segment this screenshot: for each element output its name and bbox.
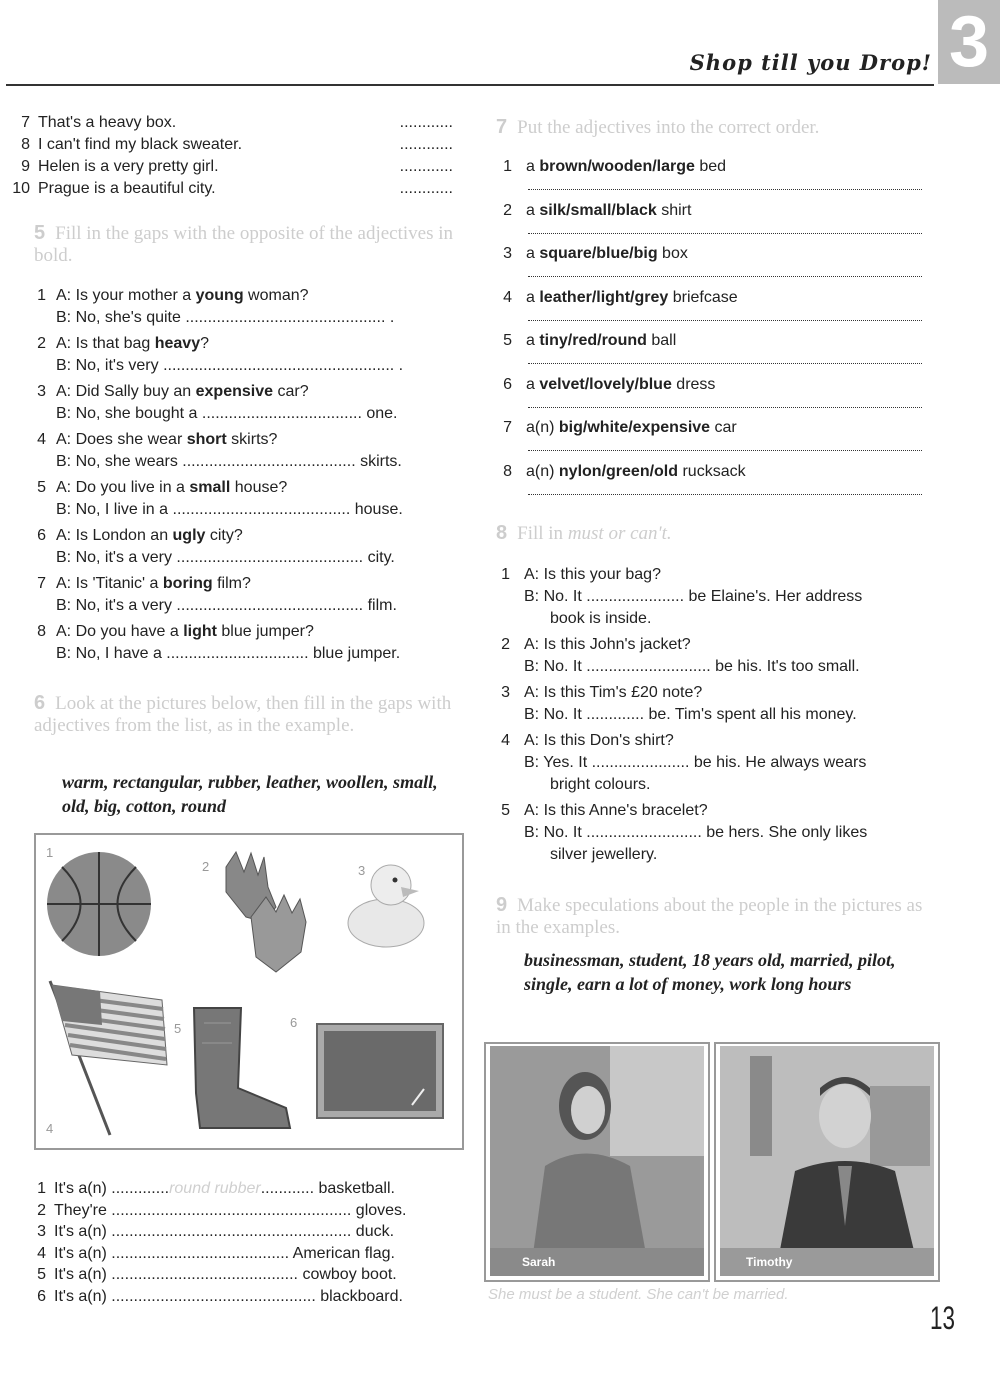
question-text: A: Do you have a [56, 623, 184, 640]
ordering-item [498, 374, 928, 418]
phrase-noun: box [657, 245, 688, 262]
sentence-end: blackboard. [315, 1287, 403, 1305]
sentence-end: cowboy boot. [298, 1266, 397, 1283]
photo-caption: Timothy [746, 1255, 793, 1269]
phrase-line [498, 243, 928, 264]
sarah-photo-image [490, 1046, 704, 1276]
ordering-item [498, 243, 928, 287]
bold-adjective: light [183, 623, 217, 640]
bold-adjective: boring [162, 575, 213, 592]
exercise-instruction: Fill in the gaps with the opposite of the adjectives in bold. [34, 223, 454, 266]
sentence-row [8, 112, 453, 134]
phrase-start: a [526, 201, 540, 219]
blackboard-picture [316, 1023, 444, 1119]
question-line [30, 621, 470, 643]
question-text: A: Do you live in a [56, 479, 190, 496]
phrase-line [498, 200, 928, 221]
answer-line[interactable] [528, 407, 922, 408]
item-number: 8 [503, 462, 512, 480]
phrase-line [498, 156, 928, 177]
item-number: 6 [37, 527, 46, 544]
phrase-noun: rucksack [678, 462, 746, 480]
question-text: house? [230, 479, 288, 496]
sentence-text: Helen is a very pretty girl. [38, 158, 219, 175]
answer-line[interactable] [30, 355, 470, 377]
picture-number: 2 [202, 859, 210, 874]
exercise-7-items [498, 156, 928, 504]
dialogue-item [498, 682, 938, 726]
exercise-8-heading [496, 522, 936, 545]
phrase-noun: shirt [656, 201, 692, 219]
answer-continuation [498, 774, 938, 796]
answer-line[interactable] [498, 656, 938, 678]
answer-text[interactable]: B: No. It ............................ be his. It's too small. [524, 658, 860, 675]
question-line [498, 634, 938, 656]
photo-timothy [714, 1042, 940, 1282]
item-number: 3 [501, 684, 510, 701]
exercise-9-example: She must be a student. She can't be married. [488, 1286, 789, 1303]
exercise-5-items [30, 285, 470, 669]
item-number: 4 [503, 288, 512, 306]
answer-text[interactable]: B: No, I live in a ........................................ house. [56, 501, 403, 518]
item-number: 8 [21, 136, 30, 153]
answer-line[interactable] [528, 494, 922, 495]
exercise-6-heading [34, 692, 454, 737]
sentence-row [30, 1243, 462, 1265]
chapter-title: Shop till you Drop! [689, 50, 932, 75]
answer-line[interactable] [30, 451, 470, 473]
adjective-list: brown/wooden/large [539, 158, 695, 175]
example-answer: round rubber [169, 1180, 261, 1197]
adjective-list: big/white/expensive [558, 419, 711, 436]
sentence-start[interactable]: It's a(n) ............. [54, 1180, 170, 1197]
dialogue-item [30, 333, 470, 377]
ordering-item [498, 156, 928, 200]
question-line [30, 477, 470, 499]
item-number: 2 [501, 636, 510, 653]
exercise-9-heading [496, 894, 936, 939]
answer-line[interactable] [498, 586, 938, 608]
picture-number: 4 [46, 1121, 54, 1136]
question-line [498, 682, 938, 704]
exercise-instruction: Put the adjectives into the correct order. [517, 117, 820, 138]
answer-line[interactable] [30, 643, 470, 665]
photo-caption: Sarah [522, 1255, 556, 1269]
item-number: 1 [501, 566, 510, 583]
ordering-item [498, 200, 928, 244]
answer-text: book is inside. [550, 610, 652, 627]
item-number: 4 [501, 732, 510, 749]
dialogue-item [30, 621, 470, 665]
bold-adjective: young [195, 287, 244, 304]
item-number: 3 [37, 383, 46, 400]
item-number: 5 [503, 332, 512, 349]
adjective-list: nylon/green/old [558, 462, 679, 480]
answer-blank[interactable]: ............ [399, 136, 453, 153]
dialogue-item [498, 634, 938, 678]
question-line [498, 564, 938, 586]
answer-line[interactable] [528, 233, 922, 234]
dialogue-item [498, 564, 938, 630]
question-text: A: Is this John's jacket? [524, 636, 691, 653]
exercise-number: 8 [496, 522, 508, 544]
answer-line[interactable] [528, 320, 922, 321]
dialogue-item [30, 477, 470, 521]
sentence-text: I can't find my black sweater. [38, 136, 243, 153]
dialogue-item [30, 429, 470, 473]
item-number: 5 [501, 802, 510, 819]
answer-line[interactable] [30, 547, 470, 569]
adjective-list: square/blue/big [539, 245, 658, 262]
item-number: 7 [503, 419, 512, 436]
answer-line[interactable] [30, 307, 470, 329]
item-number: 9 [21, 158, 30, 175]
phrase-start: a [526, 158, 540, 175]
sentence-end: gloves. [351, 1201, 407, 1219]
basketball-picture [44, 849, 154, 959]
sentence-row [30, 1178, 462, 1200]
answer-line[interactable] [30, 403, 470, 425]
question-text: skirts? [226, 431, 278, 448]
phrase-noun: dress [671, 375, 716, 393]
item-number: 7 [21, 114, 30, 131]
item-number: 1 [503, 158, 512, 175]
answer-text[interactable]: B: No, she bought a .................................... one. [56, 405, 398, 422]
answer-text[interactable]: B: No, it's a very .......................................... film. [56, 597, 397, 614]
answer-text[interactable]: B: No, it's a very .......................................... city. [56, 549, 395, 566]
answer-continuation [498, 608, 938, 630]
answer-line[interactable] [30, 499, 470, 521]
timothy-photo-image [720, 1046, 934, 1276]
item-number: 6 [37, 1287, 46, 1305]
question-line [30, 333, 470, 355]
phrase-line [498, 374, 928, 395]
sentence-start[interactable]: It's a(n) ........................................ [54, 1244, 290, 1262]
dialogue-item [498, 800, 938, 866]
question-text: A: Is this Anne's bracelet? [524, 802, 708, 819]
answer-text[interactable]: B: No. It .......................... be hers. She only likes [524, 824, 868, 841]
adjective-list: velvet/lovely/blue [539, 375, 672, 393]
adjective-list: tiny/red/round [539, 332, 647, 349]
exercise-number: 7 [496, 116, 508, 138]
question-text: ? [200, 335, 210, 352]
question-line [30, 525, 470, 547]
bold-adjective: ugly [172, 527, 206, 544]
phrase-start: a(n) [526, 462, 559, 480]
question-text: A: Is 'Titanic' a [56, 575, 163, 592]
phrase-noun: bed [694, 158, 727, 175]
answer-text[interactable]: B: No, it's very .................................................... . [56, 357, 404, 374]
picture-number: 6 [290, 1015, 298, 1030]
exercise-instruction: Fill in [517, 523, 568, 544]
question-text: A: Is that bag [56, 335, 155, 352]
ordering-item [498, 417, 928, 461]
question-line [30, 573, 470, 595]
answer-continuation [498, 844, 938, 866]
dialogue-item [30, 525, 470, 569]
phrase-start: a [526, 245, 540, 262]
bold-adjective: short [186, 431, 227, 448]
question-text: A: Is London an [56, 527, 173, 544]
item-number: 2 [503, 201, 512, 219]
item-number: 2 [37, 335, 46, 352]
phrase-start: a [526, 375, 540, 393]
exercise-6-word-list: warm, rectangular, rubber, leather, woollen, small, old, big, cotton, round [62, 772, 438, 816]
question-line [30, 381, 470, 403]
item-number: 5 [37, 1266, 46, 1283]
phrase-line [498, 287, 928, 308]
phrase-line [498, 417, 928, 438]
answer-text[interactable]: B: Yes. It ...................... be his. He always wears [524, 754, 867, 771]
adjective-list: silk/small/black [539, 201, 657, 219]
answer-line[interactable] [528, 363, 922, 364]
answer-text[interactable]: B: No. It ...................... be Elaine's. Her address [524, 588, 863, 605]
answer-line[interactable] [30, 595, 470, 617]
exercise-5-heading [34, 222, 454, 267]
sentence-end: duck. [351, 1223, 395, 1240]
sentence-row [30, 1264, 462, 1286]
item-number: 4 [37, 1244, 46, 1262]
dialogue-item [30, 285, 470, 329]
item-number: 10 [12, 180, 30, 197]
sentence-start[interactable]: It's a(n) ...................................................... [54, 1223, 352, 1240]
sentence-start[interactable]: They're ...................................................... [54, 1201, 352, 1219]
question-text: A: Did Sally buy an [56, 383, 196, 400]
exercise-number: 9 [496, 894, 508, 916]
exercise-instruction-emphasis: must or can't. [567, 523, 672, 544]
item-number: 1 [37, 1180, 46, 1197]
sentence-row [8, 134, 453, 156]
dialogue-item [30, 381, 470, 425]
answer-line[interactable] [498, 704, 938, 726]
item-number: 8 [37, 623, 46, 640]
question-line [30, 429, 470, 451]
answer-text: silver jewellery. [550, 846, 658, 863]
exercise-number: 5 [34, 222, 46, 244]
header-rule [6, 84, 934, 86]
exercise-9-word-list: businessman, student, 18 years old, married, pilot, single, earn a lot of money, work long hours [524, 950, 896, 994]
item-number: 7 [37, 575, 46, 592]
question-text: A: Is this your bag? [524, 566, 661, 583]
item-number: 6 [503, 375, 512, 393]
phrase-line [498, 330, 928, 351]
item-number: 3 [37, 1223, 46, 1240]
dialogue-item [30, 573, 470, 617]
sentence-row [8, 178, 453, 200]
sentence-start[interactable]: It's a(n) .......................................... [54, 1266, 298, 1283]
photo-sarah [484, 1042, 710, 1282]
answer-text[interactable]: B: No, she's quite ............................................. . [56, 309, 395, 326]
pictures-frame [34, 833, 464, 1150]
answer-blank[interactable]: ............ [399, 180, 453, 197]
ordering-item [498, 461, 928, 505]
sentence-row [8, 156, 453, 178]
item-number: 3 [503, 245, 512, 262]
answer-text[interactable]: B: No. It ............. be. Tim's spent all his money. [524, 706, 857, 723]
answer-text: bright colours. [550, 776, 651, 793]
answer-blank[interactable]: ............ [399, 158, 453, 175]
phrase-start: a [526, 332, 540, 349]
gloves-picture [206, 847, 326, 977]
question-text: A: Is this Tim's £20 note? [524, 684, 703, 701]
question-text: car? [273, 383, 309, 400]
question-text: city? [205, 527, 243, 544]
question-text: A: Is this Don's shirt? [524, 732, 674, 749]
answer-line[interactable] [528, 450, 922, 451]
sentence-row [30, 1286, 462, 1308]
exercise-instruction: Make speculations about the people in the pictures as in the examples. [496, 895, 923, 938]
question-line [30, 285, 470, 307]
ordering-item [498, 330, 928, 374]
sentence-text: Prague is a beautiful city. [38, 180, 216, 197]
exercise-8-items [498, 564, 938, 870]
rubber-duck-picture [341, 855, 431, 950]
item-number: 5 [37, 479, 46, 496]
exercise-6-items [30, 1178, 462, 1307]
item-number: 2 [37, 1201, 46, 1219]
exercise-7-heading [496, 116, 936, 139]
adjective-list: leather/light/grey [539, 288, 669, 306]
exercise-number: 6 [34, 692, 46, 714]
sentence-row [30, 1200, 462, 1222]
answer-line[interactable] [528, 189, 922, 190]
sentence-start[interactable]: It's a(n) .............................................. [54, 1287, 316, 1305]
phrase-noun: car [710, 419, 737, 436]
answer-text[interactable]: B: No, she wears ....................................... skirts. [56, 453, 402, 470]
phrase-line [498, 461, 928, 482]
answer-line[interactable] [528, 276, 922, 277]
bold-adjective: heavy [154, 335, 201, 352]
phrase-noun: ball [646, 332, 677, 349]
cowboy-boot-picture [186, 1003, 296, 1138]
phrase-noun: briefcase [668, 288, 738, 306]
sentence-text: That's a heavy box. [38, 114, 177, 131]
page-number: 13 [930, 1300, 955, 1336]
phrase-start: a(n) [526, 419, 559, 436]
answer-line[interactable] [498, 822, 938, 844]
sentence-end: ............ basketball. [260, 1180, 395, 1197]
question-text: film? [212, 575, 251, 592]
exercise-4-tail [8, 112, 453, 200]
answer-text[interactable]: B: No, I have a ................................ blue jumper. [56, 645, 401, 662]
question-line [498, 800, 938, 822]
exercise-instruction: Look at the pictures below, then fill in the gaps with adjectives from the list, as in the example. [34, 693, 452, 736]
bold-adjective: small [189, 479, 231, 496]
picture-number: 3 [358, 863, 366, 878]
phrase-start: a [526, 288, 540, 306]
answer-blank[interactable]: ............ [399, 114, 453, 131]
dialogue-item [498, 730, 938, 796]
picture-number: 1 [46, 845, 54, 860]
question-text: A: Is your mother a [56, 287, 196, 304]
answer-line[interactable] [498, 752, 938, 774]
question-line [498, 730, 938, 752]
bold-adjective: expensive [195, 383, 274, 400]
question-text: woman? [243, 287, 309, 304]
picture-number: 5 [174, 1021, 182, 1036]
ordering-item [498, 287, 928, 331]
american-flag-picture [42, 975, 182, 1145]
sentence-end: American flag. [289, 1244, 395, 1262]
sentence-row [30, 1221, 462, 1243]
question-text: blue jumper? [216, 623, 314, 640]
item-number: 1 [37, 287, 46, 304]
item-number: 4 [37, 431, 46, 448]
question-text: A: Does she wear [56, 431, 187, 448]
unit-number-tab: 3 [938, 0, 1000, 84]
